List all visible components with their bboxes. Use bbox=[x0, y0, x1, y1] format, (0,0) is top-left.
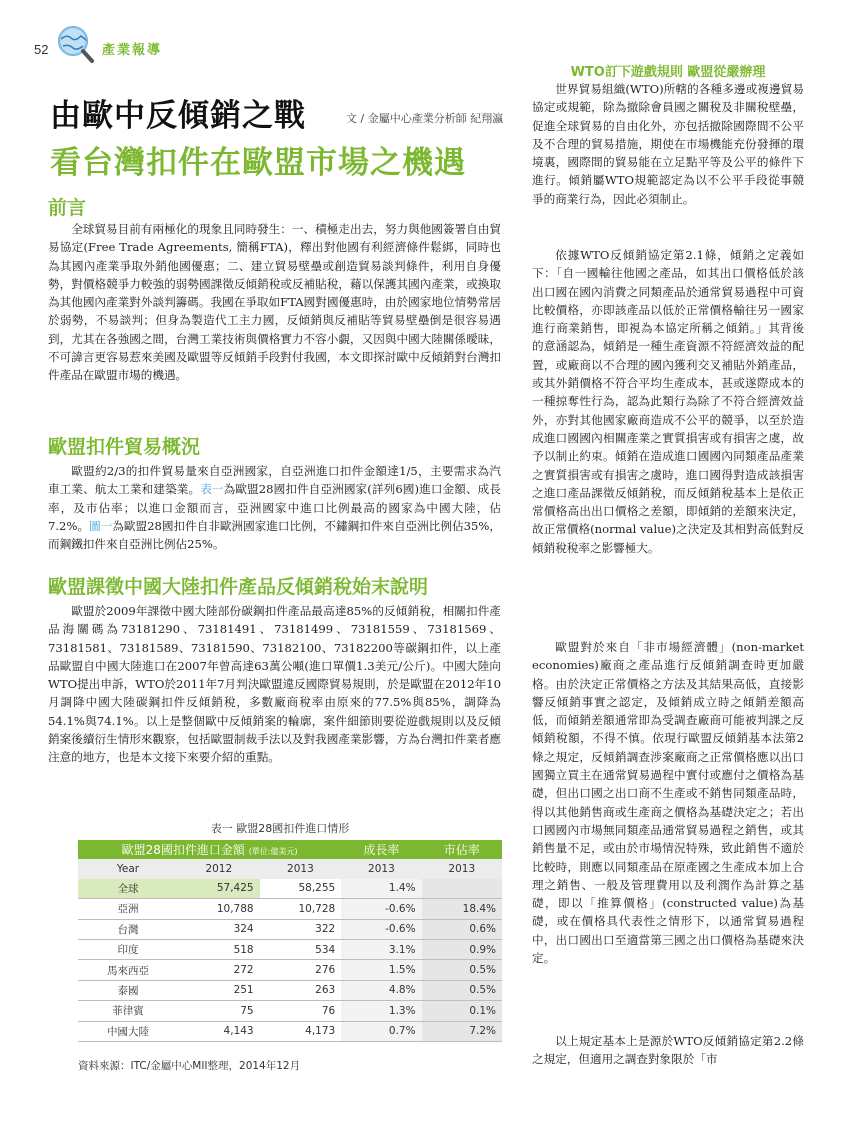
wto-heading: WTO訂下遊戲規則 歐盟從嚴辦理 bbox=[570, 65, 766, 80]
header-amount-cell bbox=[78, 840, 341, 859]
year-label: Year bbox=[78, 859, 178, 878]
value-2013-cell: 10,728 bbox=[260, 899, 342, 919]
value-2012-cell: 518 bbox=[178, 939, 260, 959]
table-caption: 表一 歐盟28國扣件進口情形 bbox=[210, 822, 350, 835]
growth-cell: 3.1% bbox=[341, 939, 421, 959]
wto-paragraph-4: 以上規定基本上是源於WTO反傾銷協定第2.2條之規定，但適用之調查對象限於「市 bbox=[532, 1034, 804, 1067]
table-row bbox=[78, 879, 502, 899]
value-2012-cell: 251 bbox=[178, 980, 260, 1000]
share-cell: 0.9% bbox=[422, 939, 502, 959]
intro-paragraph: 全球貿易目前有兩極化的現象且同時發生：一、積極走出去，努力與他國簽署自由貿易協定(Free Trade Agreements, 簡稱FTA)，釋出對他國有利經濟條件鬆綁，同時也為其國內產業爭取外銷他國優惠；二、建立貿易壁壘或創造貿易談判條件，利用自身優勢，對價格競爭力較強的弱勢國課徵反傾銷稅或反補貼稅，藉以保護其國內產業，或換取為其他國內產業對外談判籌碼。我國在爭取如FTA國對國優惠時，由於國家地位情勢常居於弱勢，不易談判；但身為製造代工主力國，反傾銷與反補貼等貿易壁壘倒是很容易遇到，尤其在各強國之間，台灣工業技術與價格實力不容小覷，又因與中國大陸關係曖昧，不可諱言更容易惹來美國及歐盟等反傾銷手段對付我國，本文即探討歐中反傾銷對台灣扣件產品在歐盟市場的機遇。 bbox=[48, 222, 501, 383]
region-cell: 菲律賓 bbox=[78, 1001, 178, 1021]
region-cell: 台灣 bbox=[78, 919, 178, 939]
table-header-row bbox=[78, 840, 502, 859]
header-growth: 成長率 bbox=[341, 840, 421, 859]
share-cell: 18.4% bbox=[422, 899, 502, 919]
eu-text-part1: 歐盟約2/3的扣件貿易量來自亞洲國家，自亞洲進口扣件金額達1/5，主要需求為汽車工業、航太工業和建築業。 bbox=[48, 464, 501, 497]
eu-trade-paragraph bbox=[48, 462, 501, 556]
table-row bbox=[78, 1001, 502, 1021]
wto-paragraph-1: 世界貿易組織(WTO)所轄的各種多邊或複邊貿易協定或規範，除為撤除會員國之關稅及非關稅壁壘，促進全球貿易的自由化外，亦包括撤除國際間不公平及不合理的貿易措施，期使在市場機能充份發揮的環境裏，國際間的貿易能在立足點平等及公平的條件下進行。傾銷屬WTO規範認定為以不公平手段從事競爭的商業行為，因此必須制止。 bbox=[532, 82, 804, 206]
article-title: 由歐中反傾銷之戰 bbox=[50, 98, 306, 134]
table-source: 資料來源：ITC/金屬中心MII整理，2014年12月 bbox=[78, 1060, 301, 1072]
region-cell: 全球 bbox=[78, 879, 178, 899]
value-2012-cell: 272 bbox=[178, 960, 260, 980]
value-2013-cell: 4,173 bbox=[260, 1021, 342, 1041]
anti-dumping-heading: 歐盟課徵中國大陸扣件產品反傾銷稅始末說明 bbox=[48, 576, 429, 598]
growth-cell: 1.3% bbox=[341, 1001, 421, 1021]
intro-heading: 前言 bbox=[48, 197, 87, 219]
value-2013-cell: 534 bbox=[260, 939, 342, 959]
growth-cell: 1.5% bbox=[341, 960, 421, 980]
value-2012-cell: 4,143 bbox=[178, 1021, 260, 1041]
table-row bbox=[78, 980, 502, 1000]
header-share: 市佔率 bbox=[422, 840, 502, 859]
share-cell: 7.2% bbox=[422, 1021, 502, 1041]
region-cell: 馬來西亞 bbox=[78, 960, 178, 980]
value-2013-cell: 322 bbox=[260, 919, 342, 939]
value-2013-cell: 276 bbox=[260, 960, 342, 980]
value-2012-cell: 324 bbox=[178, 919, 260, 939]
growth-cell: 1.4% bbox=[341, 879, 421, 899]
value-2012-cell: 10,788 bbox=[178, 899, 260, 919]
share-cell: 0.5% bbox=[422, 980, 502, 1000]
value-2012-cell: 57,425 bbox=[178, 879, 260, 899]
globe-magnifier-icon bbox=[55, 24, 95, 64]
year-2012: 2012 bbox=[178, 859, 260, 878]
region-cell: 亞洲 bbox=[78, 899, 178, 919]
value-2012-cell: 75 bbox=[178, 1001, 260, 1021]
growth-cell: 0.7% bbox=[341, 1021, 421, 1041]
year-2013: 2013 bbox=[260, 859, 342, 878]
year-share: 2013 bbox=[422, 859, 502, 878]
region-cell: 中國大陸 bbox=[78, 1021, 178, 1041]
growth-cell: -0.6% bbox=[341, 899, 421, 919]
wto-paragraph-2: 依據WTO反傾銷協定第2.1條，傾銷之定義如下：「自一國輸往他國之產品，如其出口價格低於該出口國在國內消費之同類產品於通常貿易過程中可資比較價格，亦即該產品以低於正常價格輸往另一國家進行商業銷售，即視為本協定所稱之傾銷。」其背後的意涵認為，傾銷是一種生產資源不符經濟效益的配置，或廠商以不合理的國內獲利交叉補貼外銷產品，或其外銷價格不符合平均生產成本，甚或遂際成本的一種掠奪性行為，認為此類行為除了不符合經濟效益外，亦對其他國家廠商造成不公平的競爭，以至於造成進口國國內相關產業之實質損害或有損害之虞，故予以制止約束。傾銷在造成進口國國內同類產品產業之實質損害或有損害之虞時，進口國得對造成該損害之進口產品課徵反傾銷稅，而反傾銷稅基本上是依正常價格高出出口價格之差額，即傾銷的差額來決定，故正常價格(normal value)之決定及其相對高低對反傾銷稅稅率之影響極大。 bbox=[532, 248, 804, 555]
header-amount: 歐盟28國扣件進口金額 bbox=[121, 843, 245, 858]
growth-cell: 4.8% bbox=[341, 980, 421, 1000]
growth-cell: -0.6% bbox=[341, 919, 421, 939]
share-cell bbox=[422, 879, 502, 899]
import-table bbox=[78, 840, 502, 1042]
eu-trade-heading: 歐盟扣件貿易概況 bbox=[48, 436, 201, 458]
value-2013-cell: 76 bbox=[260, 1001, 342, 1021]
header-unit: (單位:億美元) bbox=[248, 847, 298, 857]
value-2013-cell: 263 bbox=[260, 980, 342, 1000]
eu-text-part3: 為歐盟28國扣件自非歐洲國家進口比例，不鏽鋼扣件來自亞洲比例佔35%，而鋼鐵扣件來自亞洲比例佔25%。 bbox=[48, 518, 501, 552]
wto-paragraph-3: 歐盟對於來自「非市場經濟體」(non-market economies)廠商之產品進行反傾銷調查時更加嚴格。由於決定正常價格之方法及其結果高低，直接影響反傾銷事實之認定，及傾銷成立時之傾銷差額高低，而傾銷差額通常即為受調查廠商可能被判課之反傾銷稅額，不得不慎。依現行歐盟反傾銷基本法第2條之規定，反傾銷調查涉案廠商之正常價格應以出口國獨立買主在通常貿易過程中實付或應付之價格為基礎，但出口國之出口商不生產或不銷售同類產品時，得以其他銷售商或生產商之價格為基礎決定之；若出口國國內市場無同類產品通常貿易過程之銷售，或其銷售量不足，或由於市場情況特殊，致此銷售不適於比較時，則應以同類產品在原產國之生產成本加上合理之銷售、一般及管理費用以及利潤作為計算之基礎，即以「推算價格」(constructed value)為基礎，或在價格具代表性之情形下，以通常貿易過程中，出口國出口至適當第三國之出口價格為基礎來決定。 bbox=[532, 640, 804, 966]
anti-dumping-paragraph: 歐盟於2009年課徵中國大陸部份碳鋼扣件產品最高達85%的反傾銷稅，相關扣件產品海關碼為73181290、73181491、73181499、73181559、73181569、73181581、73181589、73181590、73182100、73182200等碳鋼扣件，以上產品歐盟自中國大陸進口在2007年曾高達63萬公噸(進口單價1.3美元/公斤)。中國大陸向WTO提出申訴，WTO於2011年7月判決歐盟違反國際貿易規則，於是歐盟在2012年10月調降中國大陸碳鋼扣件反傾銷稅，多數廠商稅率由原來的77.5%與85%，調降為54.1%與74.1%。以上是整個歐中反傾銷案的輪廓，案件細節則要從遊戲規則以及反傾銷案後續衍生情形來觀察，包括歐盟制裁手法以及對我國產業影響，方為台灣扣件業者應注意的地方，也是本文接下來要介紹的重點。 bbox=[48, 604, 501, 765]
table-reference-link[interactable]: 表一 bbox=[200, 482, 224, 497]
table-row bbox=[78, 919, 502, 939]
value-2013-cell: 58,255 bbox=[260, 879, 342, 899]
table-year-row bbox=[78, 859, 502, 878]
page-number: 52 bbox=[34, 42, 49, 57]
article-subtitle: 看台灣扣件在歐盟市場之機遇 bbox=[50, 145, 466, 181]
table-row bbox=[78, 899, 502, 919]
region-cell: 印度 bbox=[78, 939, 178, 959]
share-cell: 0.5% bbox=[422, 960, 502, 980]
eu-text-part2: 為歐盟28國扣件自亞洲國家(詳列6國)進口金額、成長率，及市佔率；以進口金額而言，亞洲國家中進口比例最高的國家為中國大陸，佔7.2%。 bbox=[48, 482, 501, 533]
table-row bbox=[78, 939, 502, 959]
section-name: 產業報導 bbox=[102, 43, 163, 58]
figure-reference-link[interactable]: 圖一 bbox=[89, 518, 113, 533]
table-row bbox=[78, 1021, 502, 1041]
table-row bbox=[78, 960, 502, 980]
year-growth: 2013 bbox=[341, 859, 421, 878]
article-byline: 文 / 金屬中心產業分析師 紀翔瀛 bbox=[346, 112, 504, 125]
share-cell: 0.6% bbox=[422, 919, 502, 939]
share-cell: 0.1% bbox=[422, 1001, 502, 1021]
region-cell: 泰國 bbox=[78, 980, 178, 1000]
